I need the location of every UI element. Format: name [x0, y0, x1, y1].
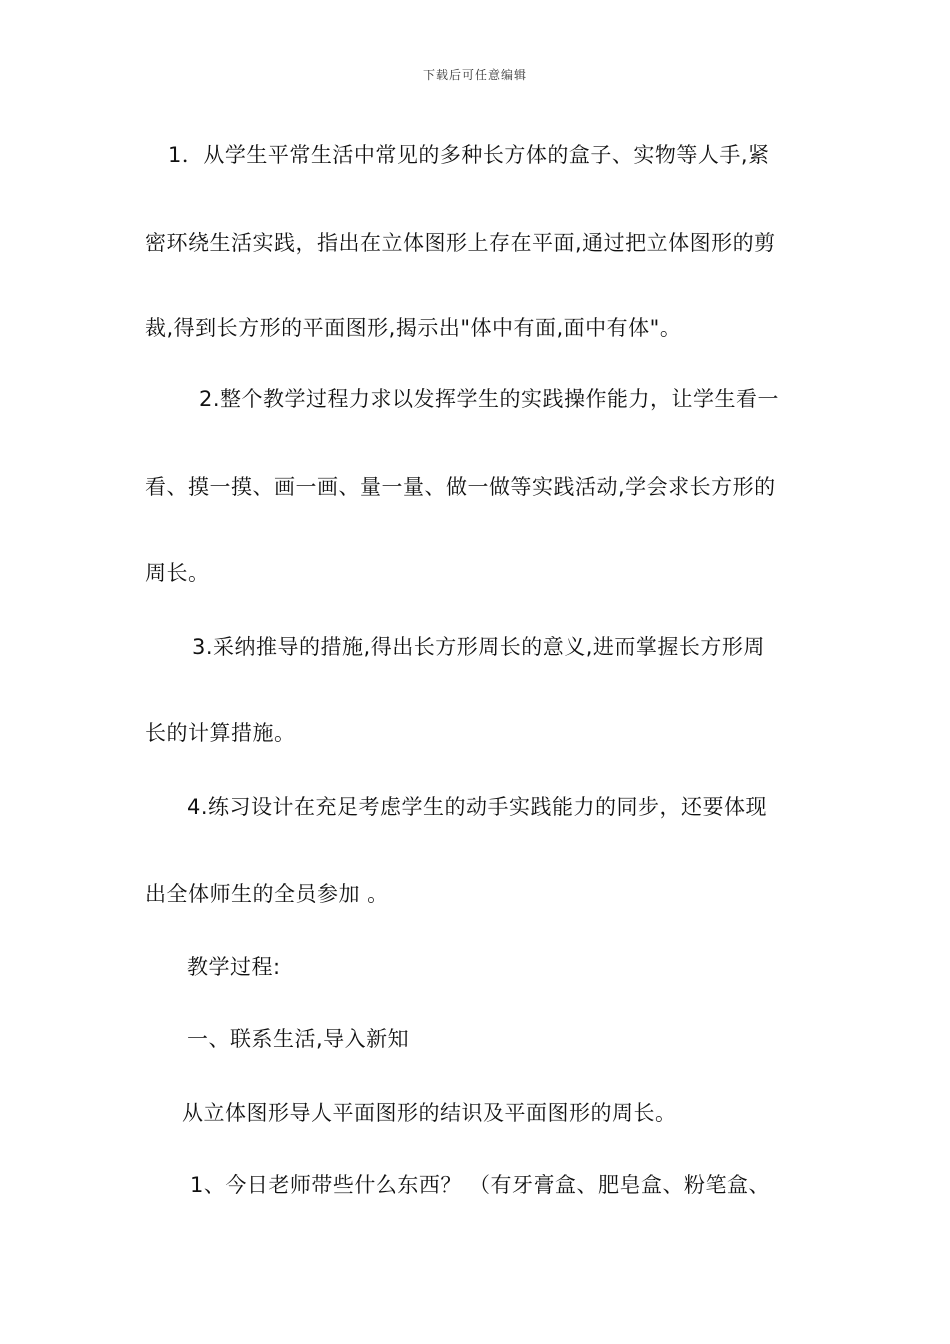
text-line-4: 2.整个教学过程力求以发挥学生的实践操作能力，让学生看一	[199, 387, 780, 411]
text-line-10: 出全体师生的全员参加 。	[145, 882, 389, 906]
section-heading-part-one: 一、联系生活,导入新知	[187, 1027, 410, 1051]
text-line-7: 3.采纳推导的措施,得出长方形周长的意义,进而掌握长方形周	[192, 635, 765, 659]
text-line-3: 裁,得到长方形的平面图形,揭示出"体中有面,面中有体"。	[145, 316, 682, 340]
text-line-8: 长的计算措施。	[145, 721, 296, 745]
section-heading-teaching-process: 教学过程:	[187, 955, 281, 979]
text-line-1: 1．从学生平常生活中常见的多种长方体的盒子、实物等人手,紧	[168, 143, 770, 167]
text-line-13: 从立体图形导人平面图形的结识及平面图形的周长。	[182, 1101, 677, 1125]
text-line-14: 1、今日老师带些什么东西？ （有牙膏盒、肥皂盒、粉笔盒、	[190, 1173, 771, 1197]
page-header: 下载后可任意编辑	[422, 68, 527, 82]
text-line-6: 周长。	[145, 561, 210, 585]
text-line-5: 看、摸一摸、画一画、量一量、做一做等实践活动,学会求长方形的	[145, 475, 776, 499]
text-line-9: 4.练习设计在充足考虑学生的动手实践能力的同步，还要体现	[187, 795, 768, 819]
text-line-2: 密环绕生活实践，指出在立体图形上存在平面,通过把立体图形的剪	[145, 231, 776, 255]
